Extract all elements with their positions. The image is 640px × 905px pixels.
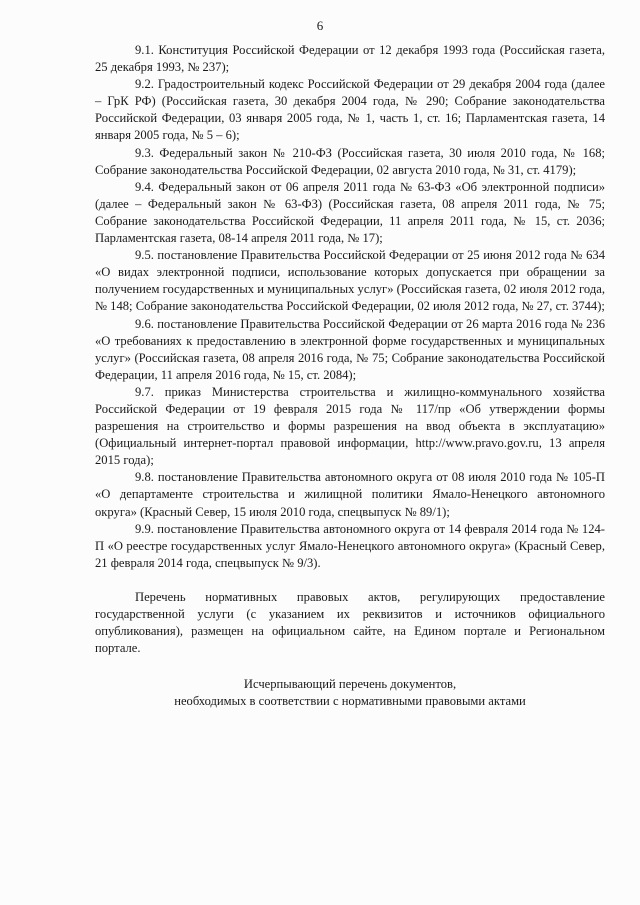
page-number: 6 xyxy=(316,18,324,33)
legal-act-item-9-5: 9.5. постановление Правительства Российской Федерации от 25 июня 2012 года № 634 «О видах электронной подписи, использование которых допускается при обращении за получением государственных и муниципальных услуг» (Российская газета, 02 июля 2012 года, № 148; Собрание законодательства Российской Федерации, 02 июля 2012 года, № 27, ст. 3744); xyxy=(95,248,605,314)
section-heading-line-2: необходимых в соответствии с нормативными правовыми актами xyxy=(174,694,526,709)
section-heading xyxy=(95,676,605,710)
legal-act-item-9-8: 9.8. постановление Правительства автономного округа от 08 июля 2010 года № 105-П «О департаменте строительства и жилищной политики Ямало-Ненецкого автономного округа» (Красный Север, 15 июля 2010 года, спецвыпуск № 89/1); xyxy=(95,470,605,519)
legal-act-item-9-9: 9.9. постановление Правительства автономного округа от 14 февраля 2014 года № 124-П «О реестре государственных услуг Ямало-Ненецкого автономного округа» (Красный Север, 21 февраля 2014 года, спецвыпуск № 9/3). xyxy=(95,521,605,570)
legal-act-item-9-6: 9.6. постановление Правительства Российской Федерации от 26 марта 2016 года № 236 «О требованиях к предоставлению в электронной форме государственных и муниципальных услуг» (Российская газета, 08 апреля 2016 года, № 75; Собрание законодательства Российской Федерации, 11 апреля 2016 года, № 15, ст. 2084); xyxy=(95,316,605,382)
section-heading-line-1: Исчерпывающий перечень документов, xyxy=(243,677,457,691)
legal-acts-list xyxy=(95,42,605,657)
closing-paragraph: Перечень нормативных правовых актов, регулирующих предоставление государственной услуги (с указанием их реквизитов и источников официального опубликования), размещен на официальном сайте, на Едином портале и Региональном портале. xyxy=(95,589,605,656)
legal-act-item-9-2: 9.2. Градостроительный кодекс Российской Федерации от 29 декабря 2004 года (далее – ГрК РФ) (Российская газета, 30 декабря 2004 года, № 290; Собрание законодательства Российской Федерации, 03 января 2005 года, № 1, часть 1, ст. 16; Парламентская газета, 14 января 2005 года, № 5 – 6); xyxy=(95,77,605,143)
legal-act-item-9-4: 9.4. Федеральный закон от 06 апреля 2011 года № 63-ФЗ «Об электронной подписи» (далее – Федеральный закон № 63-ФЗ) (Российская газета, 08 апреля 2011 года, № 75; Собрание законодательства Российской Федерации, 11 апреля 2011 года, № 15, ст. 2036; Парламентская газета, 08-14 апреля 2011 года, № 17); xyxy=(95,179,605,246)
legal-act-item-9-3: 9.3. Федеральный закон № 210-ФЗ (Российская газета, 30 июля 2010 года, № 168; Собрание законодательства Российской Федерации, 02 августа 2010 года, № 31, ст. 4179); xyxy=(95,145,605,177)
legal-act-item-9-7: 9.7. приказ Министерства строительства и жилищно-коммунального хозяйства Российской Федерации от 19 февраля 2015 года № 117/пр «Об утверждении формы разрешения на строительство и формы разрешения на ввод объекта в эксплуатацию» (Официальный интернет-портал правовой информации, http://www.pravo.gov.ru, 13 апреля 2015 года); xyxy=(95,384,605,468)
legal-act-item-9-1: 9.1. Конституция Российской Федерации от 12 декабря 1993 года (Российская газета, 25 декабря 1993, № 237); xyxy=(95,43,605,75)
